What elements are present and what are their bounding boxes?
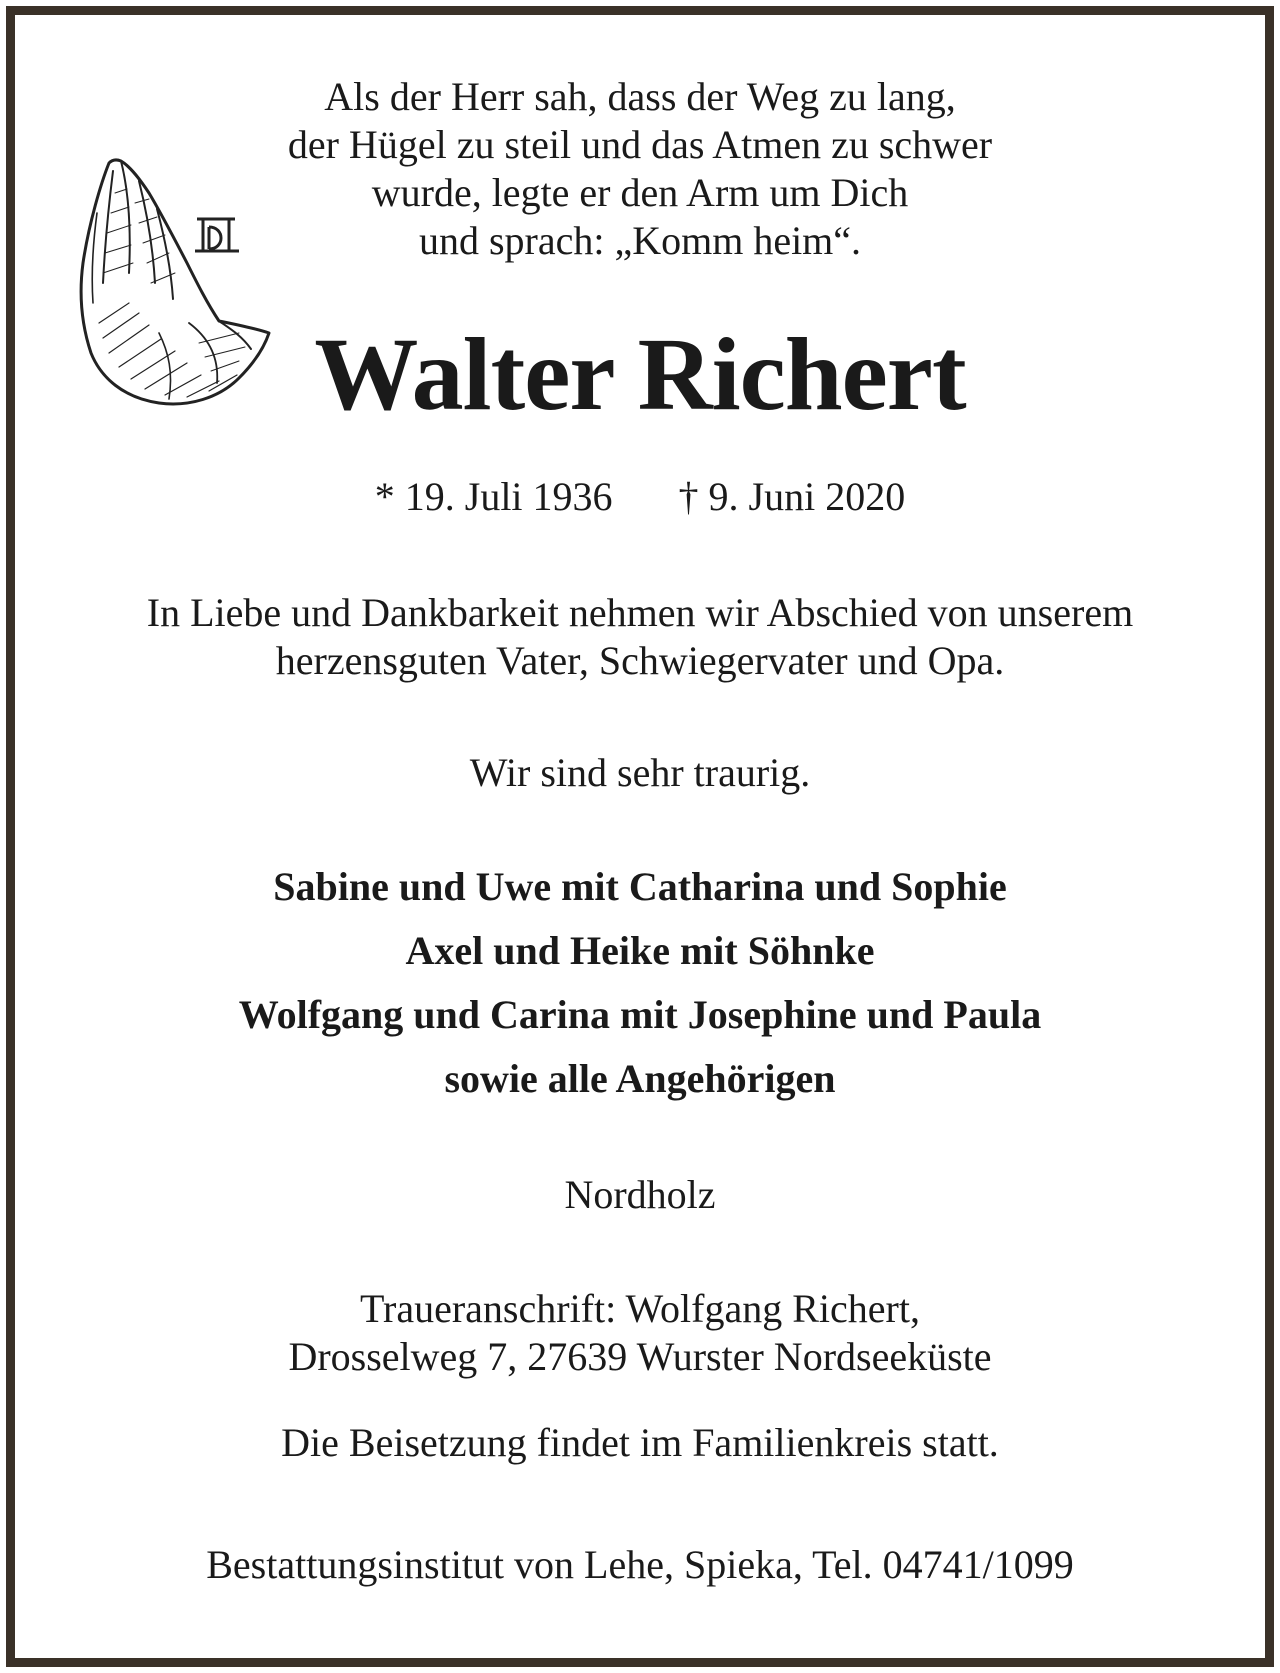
mourner-line-3: Wolfgang und Carina mit Josephine und Paula bbox=[238, 992, 1042, 1037]
place-line: Nordholz bbox=[564, 1172, 716, 1217]
mourner-line-4: sowie alle Angehörigen bbox=[444, 1056, 836, 1101]
address-line-2: Drosselweg 7, 27639 Wurster Nordseeküste bbox=[288, 1334, 992, 1379]
farewell-line-2: herzensguten Vater, Schwiegervater und Opa. bbox=[275, 638, 1005, 683]
poem-line-2: der Hügel zu steil und das Atmen zu schwer bbox=[287, 122, 993, 167]
death-date: † 9. Juni 2020 bbox=[678, 474, 906, 519]
life-dates bbox=[15, 473, 1265, 521]
obituary-frame bbox=[6, 6, 1274, 1667]
mourner-line-2: Axel und Heike mit Söhnke bbox=[405, 928, 875, 973]
farewell-line-1: In Liebe und Dankbarkeit nehmen wir Abschied von unserem bbox=[146, 590, 1134, 635]
mourner-line-1: Sabine und Uwe mit Catharina und Sophie bbox=[273, 864, 1007, 909]
burial-line: Die Beisetzung findet im Familienkreis statt. bbox=[281, 1420, 999, 1465]
poem-line-4: und sprach: „Komm heim“. bbox=[418, 218, 862, 263]
sad-line: Wir sind sehr traurig. bbox=[469, 750, 811, 795]
birth-date: * 19. Juli 1936 bbox=[374, 474, 613, 519]
address-line-1: Traueranschrift: Wolfgang Richert, bbox=[360, 1286, 920, 1331]
poem-line-3: wurde, legte er den Arm um Dich bbox=[371, 170, 909, 215]
poem-line-1: Als der Herr sah, dass der Weg zu lang, bbox=[324, 74, 956, 119]
undertaker-line: Bestattungsinstitut von Lehe, Spieka, Tel. 04741/1099 bbox=[206, 1542, 1074, 1587]
deceased-name: Walter Richert bbox=[314, 317, 966, 432]
